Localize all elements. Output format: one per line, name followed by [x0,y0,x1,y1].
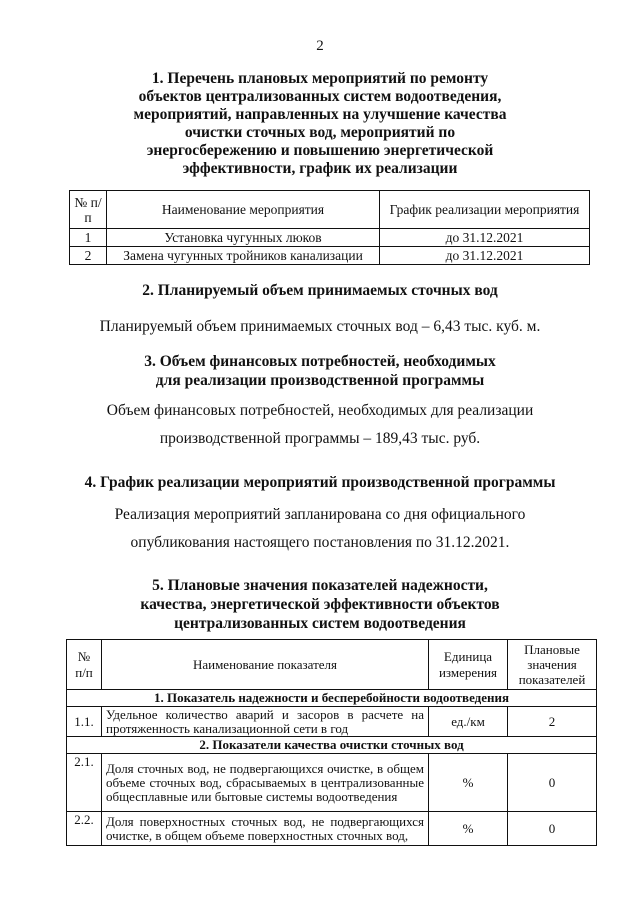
section5-title-line: качества, энергетической эффективности объектов [140,596,500,613]
section2-title: 2. Планируемый объем принимаемых сточных вод [142,282,498,299]
row-measure-name: Замена чугунных тройников канализации [107,247,380,265]
indicators-table [66,639,597,846]
section3-text-line: Объем финансовых потребностей, необходимых для реализации [106,402,534,419]
section1-title [0,70,640,178]
header-unit: Единица измерения [429,640,508,690]
row-unit: ед./км [429,707,508,737]
header-schedule: График реализации мероприятия [380,191,590,229]
section1-title-line: объектов централизованных систем водоотведения, [138,88,502,105]
section5-title [0,576,640,633]
section4-text-line: опубликования настоящего постановления по 31.12.2021. [130,534,510,551]
row-schedule: до 31.12.2021 [380,247,590,265]
section3-title [0,352,640,390]
group-title: 1. Показатель надежности и бесперебойности водоотведения [67,690,597,707]
section1-title-line: мероприятий, направленных на улучшение качества [133,106,507,123]
header-measure-name: Наименование мероприятия [107,191,380,229]
section2-text: Планируемый объем принимаемых сточных вод – 6,43 тыс. куб. м. [99,318,541,335]
row-unit: % [429,754,508,812]
section5-title-line: централизованных систем водоотведения [174,615,466,632]
page-number: 2 [316,38,324,54]
section3-title-line: 3. Объем финансовых потребностей, необходимых [144,353,496,370]
row-num: 2.1. [67,754,102,812]
header-num: № п/п [67,640,102,690]
section3-title-line: для реализации производственной программы [155,372,485,389]
table-group-row [67,737,597,754]
table-row [67,707,597,737]
row-value: 0 [508,812,597,846]
section4-title: 4. График реализации мероприятий производственной программы [84,474,556,491]
table-header-row [67,640,597,690]
table-row [67,754,597,812]
row-value: 2 [508,707,597,737]
row-schedule: до 31.12.2021 [380,229,590,247]
section1-title-line: энергосбережению и повышению энергетической [146,142,494,159]
row-value: 0 [508,754,597,812]
section5-title-line: 5. Плановые значения показателей надежности, [152,577,488,594]
table-row [70,247,590,265]
header-num: № п/п [70,191,107,229]
section1-title-line: 1. Перечень плановых мероприятий по ремонту [151,70,489,87]
section1-title-line: очистки сточных вод, мероприятий по [184,124,456,141]
header-indicator-name: Наименование показателя [102,640,429,690]
measures-table [69,190,590,265]
row-measure-name: Установка чугунных люков [107,229,380,247]
group-title: 2. Показатели качества очистки сточных вод [67,737,597,754]
row-indicator-name: Удельное количество аварий и засоров в расчете на протяженность канализационной сети в год [102,707,429,737]
row-num: 1 [70,229,107,247]
table-row [70,229,590,247]
section1-title-line: эффективности, график их реализации [182,160,458,177]
row-indicator-name: Доля сточных вод, не подвергающихся очистке, в общем объеме сточных вод, сбрасываемых в централизованные общесплавные или бытовые системы водоотведения [102,754,429,812]
table-row [67,812,597,846]
row-num: 1.1. [67,707,102,737]
section3-text-line: производственной программы – 189,43 тыс. руб. [159,430,481,447]
row-indicator-name: Доля поверхностных сточных вод, не подвергающихся очистке, в общем объеме поверхностных сточных вод, [102,812,429,846]
table-group-row [67,690,597,707]
section4-text-line: Реализация мероприятий запланирована со дня официального [114,506,526,523]
header-planned-values: Плановые значения показателей [508,640,597,690]
row-unit: % [429,812,508,846]
table-header-row [70,191,590,229]
row-num: 2.2. [67,812,102,846]
row-num: 2 [70,247,107,265]
